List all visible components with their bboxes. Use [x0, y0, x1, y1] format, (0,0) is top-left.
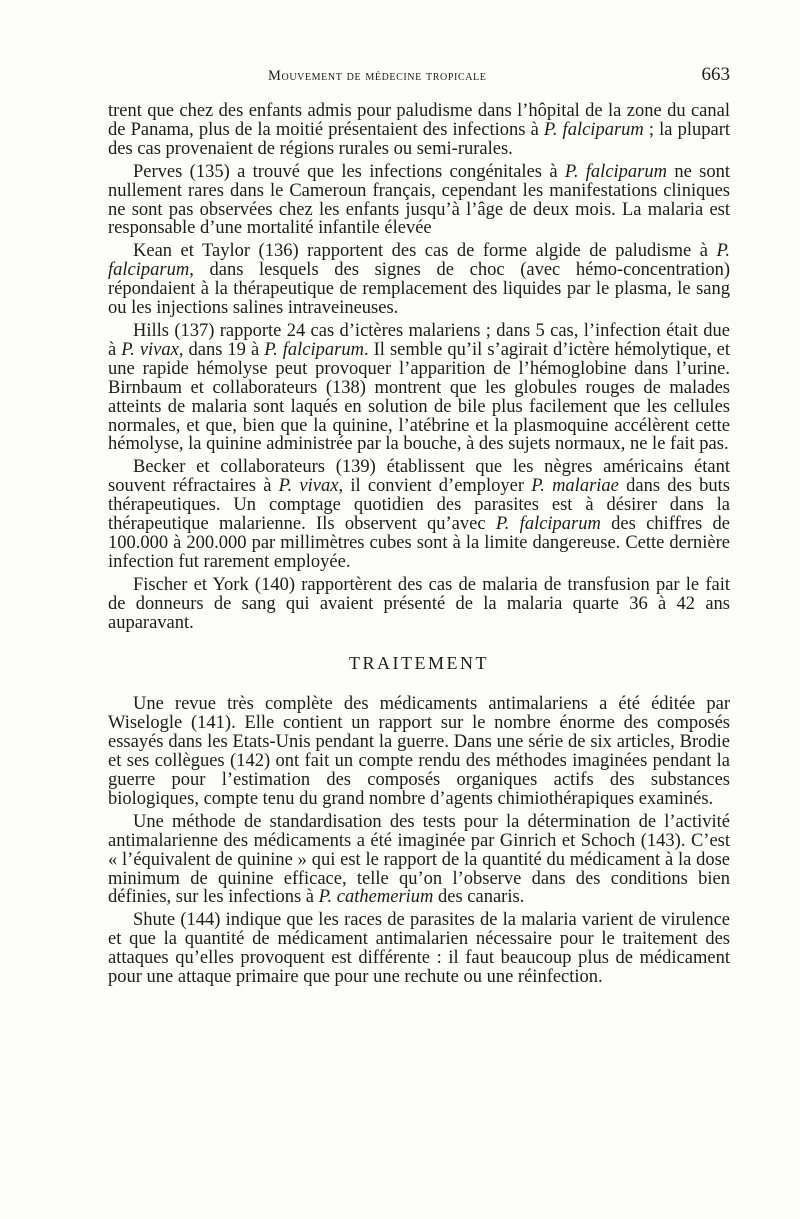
running-title: Mouvement de médecine tropicale	[268, 68, 487, 84]
paragraph-panama	[108, 102, 730, 159]
paragraph-hills	[108, 322, 730, 454]
text-run: Fischer et York (140) rapportèrent des cas de malaria de transfusion par le fait de donneurs de sang qui avaient présenté de la malaria quarte 36 à 42 ans auparavant.	[108, 574, 730, 633]
paragraph-wiselogle	[108, 695, 730, 808]
text-run: . Il semble qu’il s’agirait d’ictère hémolytique, et une rapide hémolyse peut provoquer l’apparition de l’hémoglobine dans l’urine. Birnbaum et collaborateurs (138) montrent que les globules rouges de malades atteints de malaria sont laqués en solution de bile plus facilement que les cellules normales, et que, bien que la quinine, l’atébrine et la plasmoquine accélèrent cette hémolyse, la quinine administrée par la bouche, à des sujets normaux, ne le fait pas.	[108, 339, 730, 455]
text-run: ne sont nullement rares dans le Cameroun français, cependant les manifestations cliniques ne sont pas observées chez les enfants jusqu’à l’âge de deux mois. La malaria est responsable d’une mortalité infantile élevée	[108, 161, 730, 239]
page-number: 663	[701, 64, 730, 85]
paragraph-shute	[108, 911, 730, 987]
paragraph-perves	[108, 163, 730, 239]
text-run: , il convient d’employer	[338, 476, 532, 497]
text-run: , dans 19 à	[178, 339, 265, 360]
paragraph-fischer-york	[108, 576, 730, 633]
species-name: P. falciparum	[108, 241, 730, 281]
species-name: P. malariae	[531, 476, 619, 497]
species-name: P. falciparum	[564, 161, 667, 182]
text-run: des canaris.	[433, 887, 525, 908]
species-name: P. vivax	[121, 339, 179, 360]
paragraph-kean-taylor	[108, 242, 730, 318]
text-run: Une méthode de standardisation des tests pour la détermination de l’activité antimalarienne des médicaments a été imaginée par Ginrich et Schoch (143). C’est « l’équivalent de quinine » qui est le rapport de la quantité du médicament à la dose minimum de quinine efficace, telle qu’on l’observe dans des conditions bien définies, sur les infections à	[108, 811, 730, 908]
text-run: des chiffres de 100.000 à 200.000 par millimètres cubes sont à la limite dangereuse. Cette dernière infection fut rarement employée.	[108, 514, 730, 572]
species-name: P. cathemerium	[318, 887, 434, 908]
text-run: , dans lesquels des signes de choc (avec hémo-concentration) répondaient à la thérapeutique de remplacement des liquides par le plasma, le sang ou les injections salines intraveineuses.	[108, 260, 730, 319]
running-head	[108, 64, 730, 90]
text-run: dans des buts thérapeutiques. Un comptage quotidien des parasites est à désirer dans la thérapeutique malarienne. Ils observent qu’avec	[108, 476, 730, 535]
text-run: ; la plupart des cas provenaient de régions rurales ou semi-rurales.	[108, 119, 730, 159]
paragraph-becker	[108, 458, 730, 571]
species-name: P. falciparum	[495, 514, 601, 535]
text-run: Shute (144) indique que les races de parasites de la malaria varient de virulence et que la quantité de médicament antimalarien nécessaire pour le traitement des attaques qu’elles provoquent est différente : il faut beaucoup plus de médicament pour une attaque primaire que pour une rechute ou une réinfection.	[108, 910, 730, 988]
text-run: Kean et Taylor (136) rapportent des cas de forme algide de paludisme à	[133, 241, 717, 262]
body-text	[108, 102, 730, 987]
paragraph-ginrich-schoch	[108, 813, 730, 908]
text-run: Becker et collaborateurs (139) établissent que les nègres américains étant souvent réfractaires à	[108, 457, 730, 497]
text-run: trent que chez des enfants admis pour paludisme dans l’hôpital de la zone du canal de Panama, plus de la moitié présentaient des infections à	[108, 101, 730, 140]
species-name: P. falciparum	[264, 339, 364, 360]
section-heading: TRAITEMENT	[349, 653, 489, 674]
text-run: Une revue très complète des médicaments antimalariens a été éditée par Wiselogle (141). Elle contient un rapport sur le nombre énorme des composés essayés dans les Etats-Unis pendant la guerre. Dans une série de six articles, Brodie et ses collègues (142) ont fait un compte rendu des méthodes imaginées pendant la guerre pour l’estimation des composés organiques actifs des substances biologiques, compte tenu du grand nombre d’agents chimiothérapiques examinés.	[108, 694, 730, 809]
text-run: Perves (135) a trouvé que les infections congénitales à	[133, 161, 565, 182]
species-name: P. vivax	[278, 476, 339, 497]
text-run: Hills (137) rapporte 24 cas d’ictères malariens ; dans 5 cas, l’infection était due à	[108, 320, 730, 360]
species-name: P. falciparum	[543, 119, 644, 140]
